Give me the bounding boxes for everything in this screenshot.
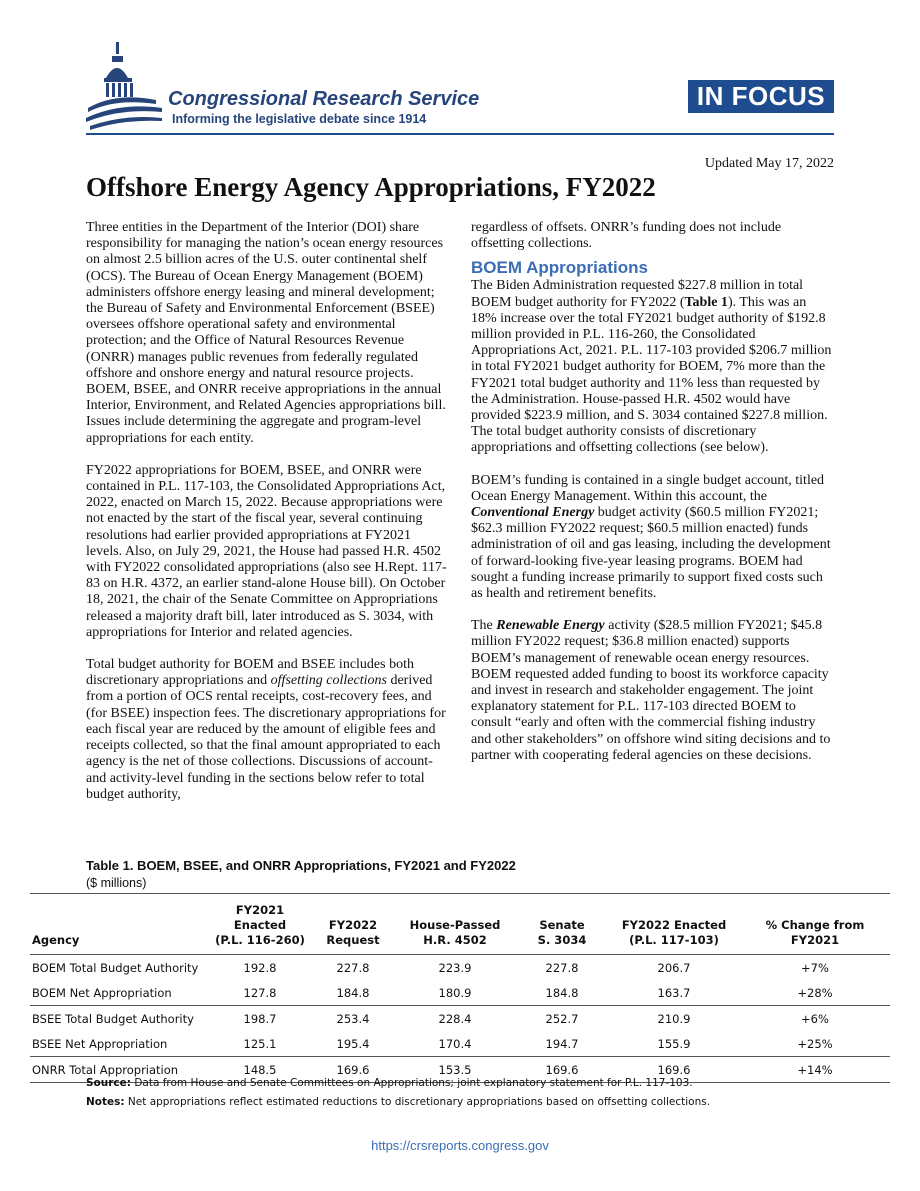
table-row [30, 955, 890, 981]
cell-change: +28% [740, 980, 890, 1006]
table-row [30, 980, 890, 1006]
page-title: Offshore Energy Agency Appropriations, FY2022 [86, 172, 656, 202]
cell-agency: BOEM Total Budget Authority [32, 960, 199, 975]
in-focus-badge: IN FOCUS [688, 80, 834, 113]
cell-house: 153.5 [394, 1057, 516, 1083]
cell-request: 184.8 [312, 980, 394, 1006]
cell-change: +6% [801, 1011, 829, 1026]
table-row [30, 1031, 890, 1057]
column-header: FY2021 Enacted (P.L. 116-260) [208, 894, 312, 955]
cell-enacted: 163.7 [608, 980, 740, 1006]
org-name: Congressional Research Service [168, 88, 480, 110]
column-header: House-Passed H.R. 4502 [394, 894, 516, 955]
right-column [471, 220, 835, 780]
emphasis: Conventional Energy [471, 505, 595, 521]
cell-request: 169.6 [312, 1057, 394, 1083]
cell-enacted: 210.9 [657, 1011, 691, 1026]
cell-house: 180.9 [394, 980, 516, 1006]
cell-house: 223.9 [438, 960, 472, 975]
column-header: FY2022 Enacted (P.L. 117-103) [608, 894, 740, 955]
table-source: Source: Data from House and Senate Committees on Appropriations; joint explanatory statement for P.L. 117-103. [86, 1077, 693, 1089]
table-reference: Table 1 [684, 294, 728, 310]
cell-enacted: 206.7 [657, 960, 691, 975]
column-header: Senate S. 3034 [516, 894, 608, 955]
table-caption: Table 1. BOEM, BSEE, and ONRR Appropriations, FY2021 and FY2022 [86, 858, 516, 873]
cell-change: +7% [801, 960, 829, 975]
cell-request: 195.4 [312, 1031, 394, 1057]
cell-fy21: 127.8 [208, 980, 312, 1006]
cell-house: 228.4 [438, 1011, 472, 1026]
crs-logo [86, 40, 486, 130]
paragraph: Total budget authority for BOEM and BSEE includes both discretionary appropriations and offsetting collections derived from a portion of OCS rental receipts, cost-recovery fees, and (for BSEE) inspection fees. The discretionary appropriations for each fiscal year are reduced by the amount of eligible fees and receipts collected, so that the final amount appropriated to each agency is the net of those collections. Discussions of account- and activity-level funding in the sections below refer to total budget authority, [86, 657, 446, 802]
paragraph: Three entities in the Department of the Interior (DOI) share responsibility for managing the nation’s ocean energy resources on almost 2.5 billion acres of the U.S. outer continental shelf (OCS). The Bureau of Ocean Energy Management (BOEM) administers offshore energy leasing and mineral development; the Bureau of Safety and Environmental Enforcement (BSEE) oversees offshore operational safety and environmental protection; and the Office of Natural Resources Revenue (ONRR) manages public revenues from federally regulated offshore and onshore energy and natural resource projects. BOEM, BSEE, and ONRR receive appropriations in the annual Interior, Environment, and Related Agencies appropriations bill. Issues include determining the aggregate and program-level appropriations for each entity. [86, 220, 446, 446]
footer-link[interactable]: https://crsreports.congress.gov [371, 1138, 549, 1153]
table-units: ($ millions) [86, 876, 147, 890]
table-header-row [30, 894, 890, 955]
paragraph: The Renewable Energy activity ($28.5 million FY2021; $45.8 million FY2022 request; $36.8 million enacted) supports BOEM’s management of renewable ocean energy resources. BOEM requested added funding to boost its workforce capacity and invest in research and stakeholder engagement. The joint explanatory statement for P.L. 117-103 directed BOEM to consult “early and often with the commercial fishing industry and other stakeholders” on offshore wind siting decisions and to partner with cooperating federal agencies on these decisions. [471, 618, 831, 763]
emphasis: Renewable Energy [496, 618, 605, 634]
cell-senate: 194.7 [516, 1031, 608, 1057]
updated-date: Updated May 17, 2022 [704, 156, 834, 171]
column-header: Agency [30, 894, 208, 955]
paragraph: regardless of offsets. ONRR’s funding does not include offsetting collections. [471, 220, 782, 252]
cell-change: +14% [740, 1057, 890, 1083]
org-tagline: Informing the legislative debate since 1914 [172, 112, 427, 126]
paragraph: BOEM’s funding is contained in a single budget account, titled Ocean Energy Management. Within this account, the Conventional Energy budget activity ($60.5 million FY2021; $62.3 million FY2022 request; $60.5 million enacted) funds administration of oil and gas leasing, including the development of forward-looking five-year leasing programs. BOEM had sought a funding increase primarily to support fixed costs such as health and retirement benefits. [471, 472, 831, 602]
cell-senate: 184.8 [516, 980, 608, 1006]
cell-senate: 169.6 [516, 1057, 608, 1083]
cell-senate: 252.7 [545, 1011, 579, 1026]
cell-request: 253.4 [336, 1011, 370, 1026]
cell-agency: BSEE Net Appropriation [30, 1031, 208, 1057]
cell-fy21: 192.8 [243, 960, 277, 975]
table-row [30, 1006, 890, 1032]
cell-change: +25% [740, 1031, 890, 1057]
cell-senate: 227.8 [545, 960, 579, 975]
paragraph: The Biden Administration requested $227.8 million in total BOEM budget authority for FY2022 (Table 1). This was an 18% increase over the total FY2021 budget authority of $192.8 million provided in P.L. 116-260, the Consolidated Appropriations Act, 2021. P.L. 117-103 provided $206.7 million in total FY2021 budget authority for BOEM, 7% more than the FY2021 total budget authority and 11% less than requested by the Administration. House-passed H.R. 4502 would have provided $223.9 million, and S. 3034 contained $227.8 million. The total budget authority consists of discretionary appropriations and offsetting collections (see below). [471, 278, 832, 456]
column-header: % Change from FY2021 [740, 894, 890, 955]
column-header: FY2022 Request [312, 894, 394, 955]
cell-agency: BOEM Net Appropriation [30, 980, 208, 1006]
cell-agency: BSEE Total Budget Authority [32, 1011, 194, 1026]
cell-house: 170.4 [394, 1031, 516, 1057]
cell-request: 227.8 [336, 960, 370, 975]
cell-agency: ONRR Total Appropriation [30, 1057, 208, 1083]
left-column [86, 220, 450, 819]
cell-enacted: 155.9 [608, 1031, 740, 1057]
paragraph: FY2022 appropriations for BOEM, BSEE, and ONRR were contained in P.L. 117-103, the Consolidated Appropriations Act, 2022, enacted on March 15, 2022. Because appropriations were not enacted by the start of the fiscal year, several continuing resolutions had earlier provided appropriations at FY2021 levels. Also, on July 29, 2021, the House had passed H.R. 4502 with FY2022 consolidated appropriations (also see H.Rept. 117-83 on H.R. 4372, an earlier stand-alone House bill). On October 18, 2021, the chair of the Senate Committee on Appropriations released a majority draft bill, later introduced as S. 3034, with appropriations for Interior and related agencies. [86, 462, 447, 640]
cell-enacted: 169.6 [608, 1057, 740, 1083]
table-notes: Notes: Net appropriations reflect estimated reductions to discretionary appropriations based on offsetting collections. [86, 1096, 711, 1108]
cell-fy21: 148.5 [208, 1057, 312, 1083]
emphasis: offsetting collections [270, 673, 387, 689]
capitol-dome-icon [86, 42, 162, 130]
appropriations-table [30, 893, 890, 1083]
cell-fy21: 125.1 [208, 1031, 312, 1057]
cell-fy21: 198.7 [243, 1011, 277, 1026]
header-divider [86, 133, 834, 135]
section-heading: BOEM Appropriations [471, 258, 648, 278]
